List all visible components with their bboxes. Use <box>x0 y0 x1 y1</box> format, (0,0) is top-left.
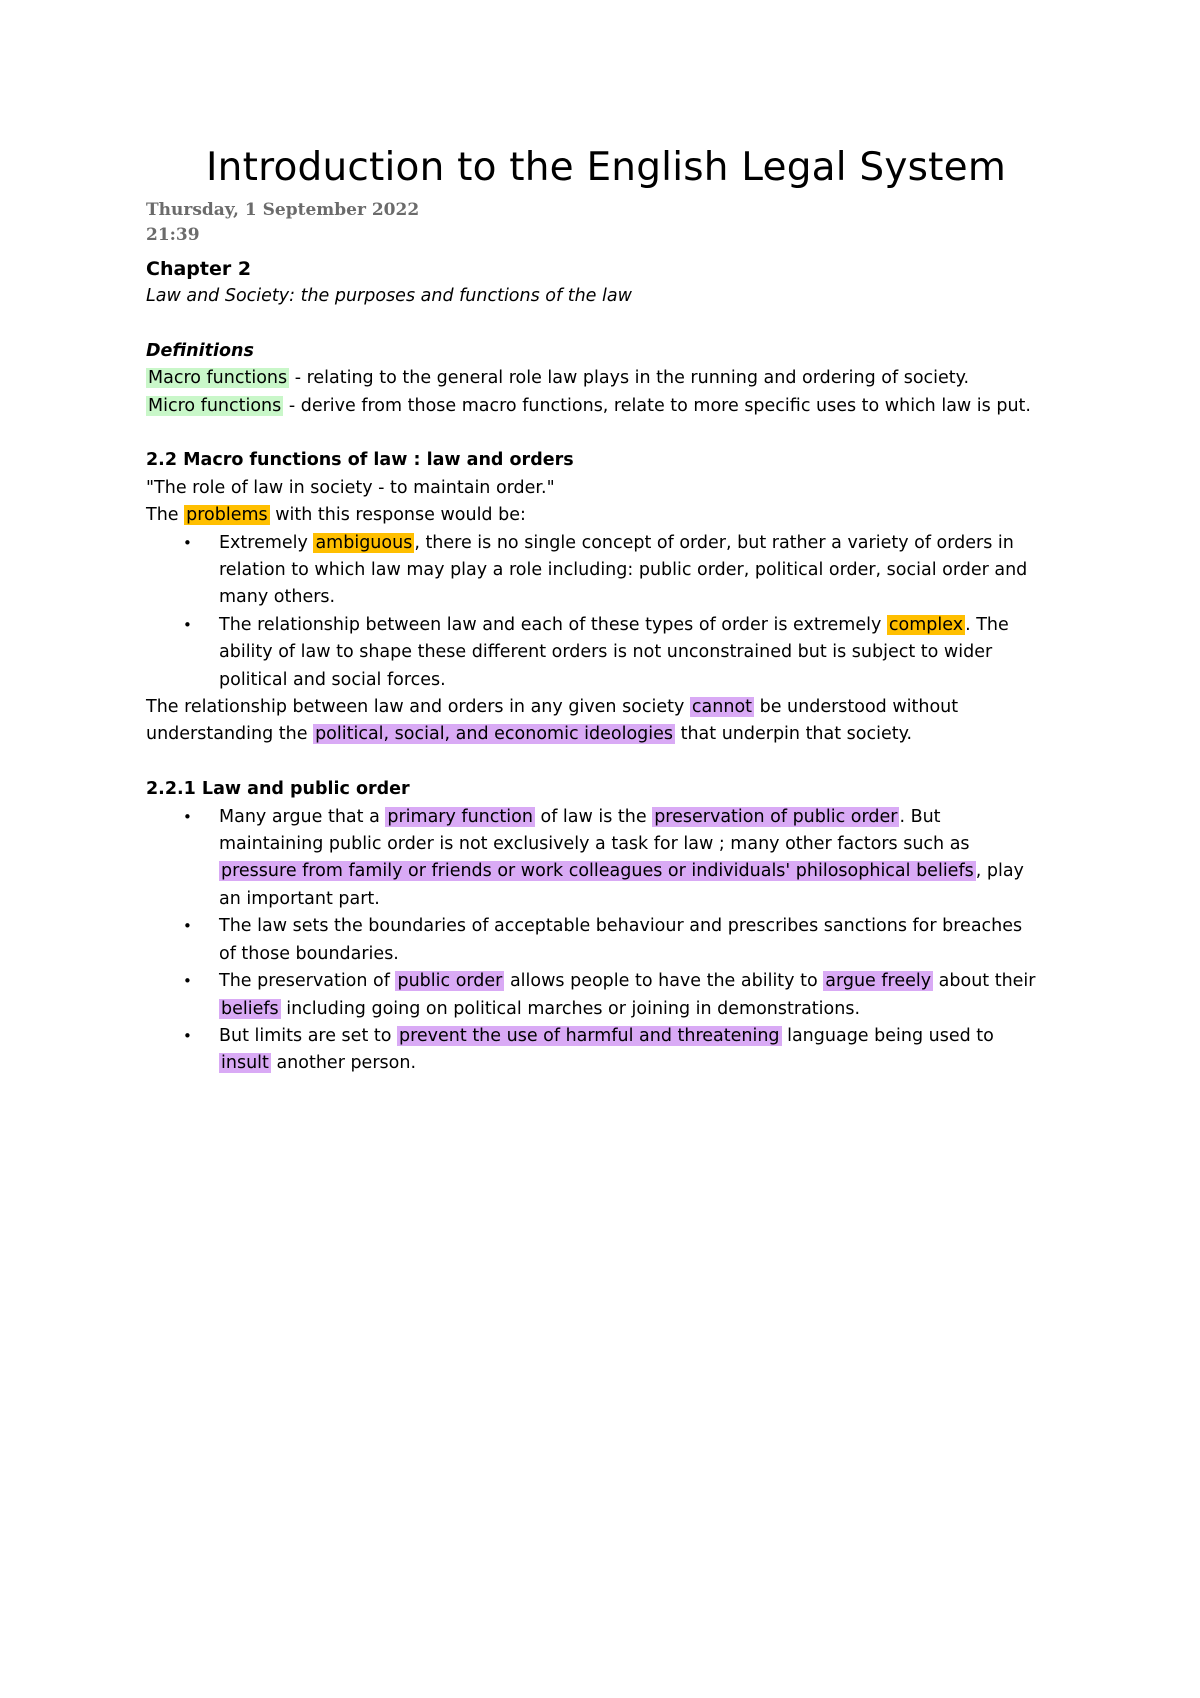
primary-function-highlight: primary function <box>387 806 533 827</box>
text-fragment: The relationship between law and each of these types of order is extremely <box>219 614 887 635</box>
list-item <box>146 804 1086 914</box>
text-fragment: including going on political marches or joining in demonstrations. <box>280 998 861 1019</box>
text-fragment: , there is no single concept of order, but rather a variety of orders in <box>414 532 1014 553</box>
problems-line <box>146 502 1086 529</box>
definitions-heading: Definitions <box>146 340 254 361</box>
text-fragment: understanding the <box>146 724 314 745</box>
text-fragment: about their <box>933 971 1036 992</box>
problems-list <box>146 530 1086 694</box>
list-item <box>146 913 1086 968</box>
insult-highlight: insult <box>221 1053 269 1074</box>
definition-macro <box>146 365 1086 392</box>
bullet-icon: • <box>183 1026 192 1045</box>
macro-term-highlight: Macro functions <box>148 368 288 389</box>
definition-micro <box>146 393 1086 420</box>
text-line: The law sets the boundaries of acceptable behaviour and prescribes sanctions for breaches <box>219 916 1023 937</box>
list-item <box>146 1023 1086 1078</box>
macro-definition: - relating to the general role law plays in the running and ordering of society. <box>289 368 970 389</box>
text-line <box>219 804 1086 831</box>
text-line <box>219 968 1086 995</box>
ideologies-highlight: political, social, and economic ideologies <box>315 724 674 745</box>
chapter-heading: Chapter 2 <box>146 258 252 280</box>
text-line <box>219 1050 1086 1077</box>
relationship-line-1 <box>146 694 1086 721</box>
text-line <box>219 996 1086 1023</box>
note-time: 21:39 <box>146 225 200 245</box>
text-line <box>219 530 1086 557</box>
spacer <box>146 420 1086 447</box>
harmful-language-highlight: prevent the use of harmful and threatening <box>399 1025 780 1046</box>
list-item <box>146 968 1086 1023</box>
section-2-2-1-heading: 2.2.1 Law and public order <box>146 779 410 800</box>
text-fragment: The <box>146 505 185 526</box>
text-fragment: The preservation of <box>219 971 396 992</box>
text-line: political and social forces. <box>219 669 446 690</box>
bullet-icon: • <box>183 807 192 826</box>
document-title: Introduction to the English Legal System <box>205 145 1007 190</box>
text-fragment: , play <box>975 861 1024 882</box>
section-2-2-heading: 2.2 Macro functions of law : law and orders <box>146 450 574 471</box>
cannot-highlight: cannot <box>691 697 753 718</box>
spacer <box>146 310 1086 337</box>
argue-freely-highlight: argue freely <box>825 971 932 992</box>
text-fragment: Many argue that a <box>219 806 386 827</box>
bullet-icon: • <box>183 615 192 634</box>
text-fragment: be understood without <box>754 697 959 718</box>
text-line: relation to which law may play a role including: public order, political order, social order and <box>219 560 1028 581</box>
text-line <box>219 612 1086 639</box>
text-line: ability of law to shape these different orders is not unconstrained but is subject to wider <box>219 642 993 663</box>
text-fragment: . The <box>965 614 1009 635</box>
micro-definition: - derive from those macro functions, relate to more specific uses to which law is put. <box>283 395 1031 416</box>
bullet-icon: • <box>183 533 192 552</box>
complex-highlight: complex <box>888 614 964 635</box>
text-fragment: allows people to have the ability to <box>504 971 824 992</box>
text-line <box>219 858 1086 885</box>
public-order-highlight: public order <box>397 971 503 992</box>
preservation-highlight: preservation of public order <box>654 806 898 827</box>
list-item <box>146 530 1086 612</box>
text-fragment: of law is the <box>534 806 653 827</box>
problems-highlight: problems <box>186 505 268 526</box>
text-fragment: with this response would be: <box>269 505 526 526</box>
text-fragment: . But <box>899 806 941 827</box>
text-fragment: But limits are set to <box>219 1025 397 1046</box>
text-fragment: The relationship between law and orders in any given society <box>146 697 690 718</box>
spacer <box>146 749 1086 776</box>
micro-term-highlight: Micro functions <box>148 395 282 416</box>
text-line: an important part. <box>219 888 380 909</box>
chapter-subtitle: Law and Society: the purposes and functions of the law <box>146 286 632 306</box>
text-line: maintaining public order is not exclusively a task for law ; many other factors such as <box>219 834 970 855</box>
text-line: of those boundaries. <box>219 943 399 964</box>
quote-line: "The role of law in society - to maintain order." <box>146 477 555 498</box>
text-fragment: Extremely <box>219 532 314 553</box>
ambiguous-highlight: ambiguous <box>315 532 413 553</box>
text-line: many others. <box>219 587 336 608</box>
text-line <box>219 1023 1086 1050</box>
text-fragment: that underpin that society. <box>675 724 913 745</box>
text-fragment: another person. <box>270 1053 417 1074</box>
pressure-highlight: pressure from family or friends or work colleagues or individuals' philosophical beliefs <box>221 861 974 882</box>
note-date: Thursday, 1 September 2022 <box>146 200 420 220</box>
document-page <box>146 140 1086 1078</box>
bullet-icon: • <box>183 917 192 936</box>
beliefs-highlight: beliefs <box>221 998 279 1019</box>
bullet-icon: • <box>183 972 192 991</box>
relationship-line-2 <box>146 721 1086 748</box>
text-fragment: language being used to <box>781 1025 994 1046</box>
public-order-list <box>146 804 1086 1078</box>
list-item <box>146 612 1086 694</box>
